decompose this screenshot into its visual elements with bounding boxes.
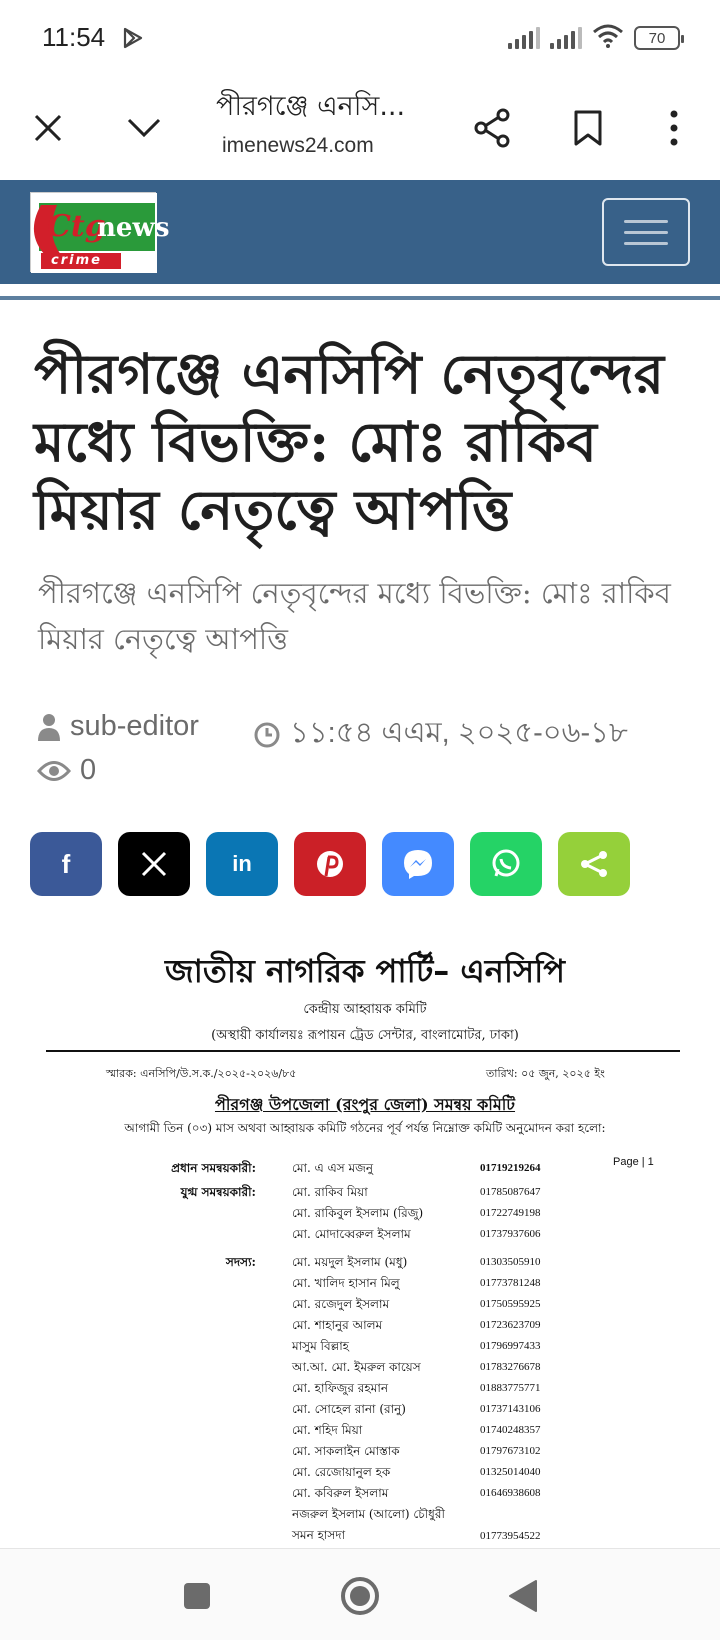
x-icon: [140, 850, 168, 878]
linkedin-icon: in: [232, 851, 252, 876]
clock-icon: [254, 722, 280, 748]
page-title[interactable]: পীরগঞ্জে এনসি...: [216, 91, 406, 122]
circle-icon: [340, 1576, 380, 1616]
doc-member-phone: 01740248357: [480, 1424, 541, 1436]
doc-member-phone: 01325014040: [480, 1466, 541, 1478]
doc-member-phone: 01773781248: [480, 1277, 541, 1289]
doc-member-name: মো. সোহেল রানা (রানু): [292, 1402, 406, 1416]
doc-member-name: মো. শহিদ মিয়া: [292, 1423, 363, 1437]
doc-member-phone: 01737937606: [480, 1228, 541, 1240]
recents-button[interactable]: [172, 1571, 222, 1621]
doc-member-phone: 01737143106: [480, 1403, 541, 1415]
doc-member-name: মো. ময়দুল ইসলাম (মধু): [292, 1255, 408, 1269]
doc-member-name: মো. রজেদুল ইসলাম: [292, 1297, 390, 1311]
doc-member-phone: 01646938608: [480, 1487, 541, 1499]
doc-address: (অস্থায়ী কার্যালয়ঃ রূপায়ন ট্রেড সেন্টার, বাংলামোটর, ঢাকা): [211, 1028, 519, 1043]
menu-toggle-button[interactable]: [602, 198, 690, 266]
header-divider: [0, 296, 720, 300]
whatsapp-icon: [490, 848, 522, 880]
doc-member-name: নজরুল ইসলাম (আলো) চৌধুরী: [292, 1507, 445, 1521]
doc-member-phone: 01883775771: [480, 1382, 541, 1394]
site-header: [0, 180, 720, 284]
pinterest-icon: [315, 849, 345, 879]
views-meta: [38, 754, 96, 787]
doc-page-number: Page | 1: [613, 1156, 654, 1168]
doc-member-phone: 01303505910: [480, 1256, 541, 1268]
doc-date: তারিখ: ০৫ জুন, ২০২৫ ইং: [486, 1067, 605, 1080]
linkedin-share-button[interactable]: [206, 832, 278, 896]
doc-role-member: সদস্য:: [225, 1255, 256, 1269]
square-icon: [182, 1581, 212, 1611]
date-meta: [254, 710, 628, 759]
system-nav-bar: [0, 1548, 720, 1640]
article-subtitle: পীরগঞ্জে এনসিপি নেতৃবৃন্দের মধ্যে বিভক্তি: মোঃ রাকিব মিয়ার নেতৃত্বে আপত্তি: [38, 576, 671, 656]
home-button[interactable]: [335, 1571, 385, 1621]
status-bar: [0, 0, 720, 76]
views-count: 0: [80, 754, 97, 786]
messenger-icon: [402, 848, 434, 880]
facebook-share-button[interactable]: [30, 832, 102, 896]
share-icon: [579, 849, 609, 879]
share-icon[interactable]: [464, 100, 520, 156]
doc-member-name: মো. রেজোয়ানুল হক: [292, 1465, 391, 1479]
doc-role-joint: যুগ্ম সমন্বয়কারী:: [180, 1185, 256, 1199]
doc-reference: স্মারক: এনসিপি/উ.স.ক./২০২৫-২০২৬/৮৫: [106, 1067, 297, 1080]
doc-member-name: মো. মোদাব্বেরুল ইসলাম: [292, 1227, 411, 1241]
signal-icon: [550, 27, 582, 49]
chevron-down-icon[interactable]: [116, 100, 172, 156]
doc-member-phone: 01796997433: [480, 1340, 541, 1352]
status-icons: [508, 24, 680, 52]
doc-member-phone: 01783276678: [480, 1361, 541, 1373]
doc-member-name: মাসুম বিল্লাহ: [292, 1339, 349, 1353]
doc-role-chief: প্রধান সমন্বয়কারী:: [171, 1161, 256, 1175]
doc-member-name: মো. এ এস মজনু: [292, 1161, 374, 1175]
logo-letters: Ctg: [47, 209, 106, 244]
doc-committee-title: পীরগঞ্জ উপজেলা (রংপুর জেলা) সমন্বয় কমিটি: [214, 1095, 516, 1114]
doc-member-name: মো. সাকলাইন মোস্তাক: [292, 1444, 400, 1458]
author-meta: [38, 710, 199, 743]
doc-member-phone: 01785087647: [480, 1186, 541, 1198]
status-time: 11:54: [42, 22, 106, 52]
doc-divider: [46, 1050, 680, 1052]
whatsapp-share-button[interactable]: [470, 832, 542, 896]
page-url[interactable]: imenews24.com: [222, 134, 374, 157]
doc-member-phone: 01722749198: [480, 1207, 541, 1219]
triangle-back-icon: [506, 1578, 540, 1614]
doc-member-name: মো. শাহানুর আলম: [292, 1318, 383, 1332]
doc-member-name: মো. রাকিবুল ইসলাম (রিজু): [292, 1206, 424, 1220]
close-icon[interactable]: [20, 100, 76, 156]
doc-member-name: মো. রাকিব মিয়া: [292, 1185, 368, 1199]
doc-member-phone: 01719219264: [480, 1162, 541, 1174]
doc-member-phone: 01797673102: [480, 1445, 541, 1457]
site-logo[interactable]: [30, 192, 170, 272]
logo-word: news: [97, 213, 170, 243]
more-options-icon[interactable]: [646, 100, 702, 156]
messenger-share-button[interactable]: [382, 832, 454, 896]
eye-icon: [38, 760, 70, 782]
sharethis-share-button[interactable]: [558, 832, 630, 896]
article-document-image: [40, 930, 690, 1550]
doc-member-name: মো. কবিরুল ইসলাম: [292, 1486, 389, 1500]
doc-member-name: সমন হাসদা: [292, 1528, 346, 1542]
doc-member-name: মো. হাফিজুর রহমান: [292, 1381, 388, 1395]
user-icon: [38, 713, 60, 741]
doc-member-phone: 01723623709: [480, 1319, 541, 1331]
doc-subheading: কেন্দ্রীয় আহ্বায়ক কমিটি: [303, 1002, 427, 1017]
author-name[interactable]: sub-editor: [70, 710, 199, 742]
article-title: পীরগঞ্জে এনসিপি নেতৃবৃন্দের মধ্যে বিভক্তি: মোঃ রাকিব মিয়ার নেতৃত্বে আপত্তি: [34, 341, 665, 542]
doc-member-name: আ.আ. মো. ইমরুল কায়েস: [292, 1360, 421, 1374]
browser-toolbar: [0, 76, 720, 180]
back-button[interactable]: [498, 1571, 548, 1621]
doc-heading: জাতীয় নাগরিক পার্টি– এনসিপি: [164, 952, 566, 990]
doc-member-name: মো. খালিদ হাসান মিলু: [292, 1276, 400, 1290]
facebook-icon: f: [61, 848, 71, 879]
publish-datetime: ১১:৫৪ এএম, ২০২৫-০৬-১৮: [290, 717, 628, 749]
x-share-button[interactable]: [118, 832, 190, 896]
wifi-icon: [592, 24, 624, 52]
share-buttons: [30, 832, 630, 896]
doc-member-phone: 01750595925: [480, 1298, 541, 1310]
signal-icon: [508, 27, 540, 49]
logo-tag: crime: [51, 253, 102, 268]
play-store-icon: [122, 27, 144, 53]
pinterest-share-button[interactable]: [294, 832, 366, 896]
doc-member-phone: 01773954522: [480, 1530, 541, 1542]
doc-approval-text: আগামী তিন (০৩) মাস অথবা আহ্বায়ক কমিটি গঠনের পূর্ব পর্যন্ত নিম্নোক্ত কমিটি অনুমোদন করা হলো:: [124, 1121, 606, 1135]
battery-icon: 70: [634, 26, 680, 50]
bookmark-icon[interactable]: [560, 100, 616, 156]
